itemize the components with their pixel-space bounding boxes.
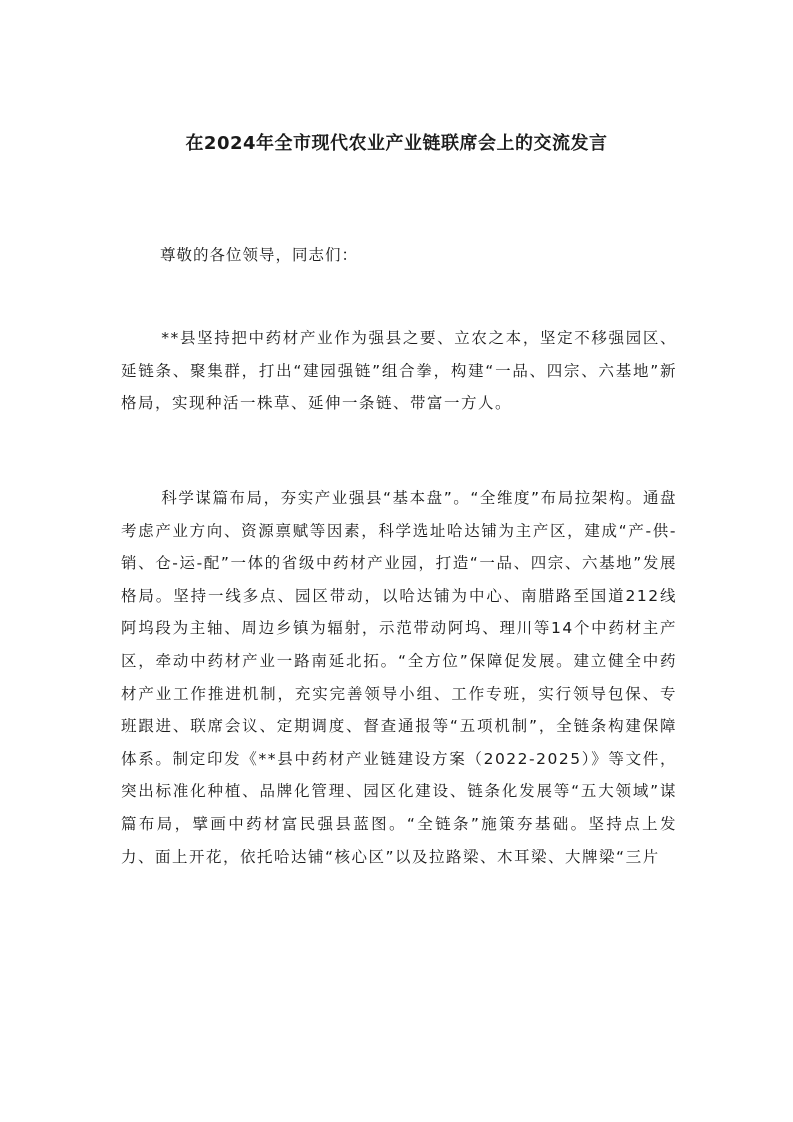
document-title: 在2024年全市现代农业产业链联席会上的交流发言 [185,133,608,154]
paragraph-1: **县坚持把中药材产业作为强县之要、立农之本，坚定不移强园区、延链条、聚集群，打出“建园强链”组合拳，构建“一品、四宗、六基地”新格局，实现种活一株草、延伸一条链、带富一方人。 [121,329,677,413]
salutation: 尊敬的各位领导，同志们： [160,246,359,264]
paragraph-2: 科学谋篇布局，夯实产业强县“基本盘”。“全维度”布局拉架构。通盘考虑产业方向、资源禀赋等因素，科学选址哈达铺为主产区，建成“产-供-销、仓-运-配”一体的省级中药材产业园，打造“一品、四宗、六基地”发展格局。坚持一线多点、园区带动，以哈达铺为中心、南腊路至国道212线阿坞段为主轴、周边乡镇为辐射，示范带动阿坞、理川等14个中药材主产区，牵动中药材产业一路南延北拓。“全方位”保障促发展。建立健全中药材产业工作推进机制，充实完善领导小组、工作专班，实行领导包保、专班跟进、联席会议、定期调度、督查通报等“五项机制”，全链条构建保障体系。制定印发《**县中药材产业链建设方案（2022-2025）》等文件，突出标准化种植、品牌化管理、园区化建设、链条化发展等“五大领域”谋篇布局，擘画中药材富民强县蓝图。“全链条”施策夯基础。坚持点上发力、面上开花，依托哈达铺“核心区”以及拉路梁、木耳梁、大牌梁“三片 [121,489,677,866]
